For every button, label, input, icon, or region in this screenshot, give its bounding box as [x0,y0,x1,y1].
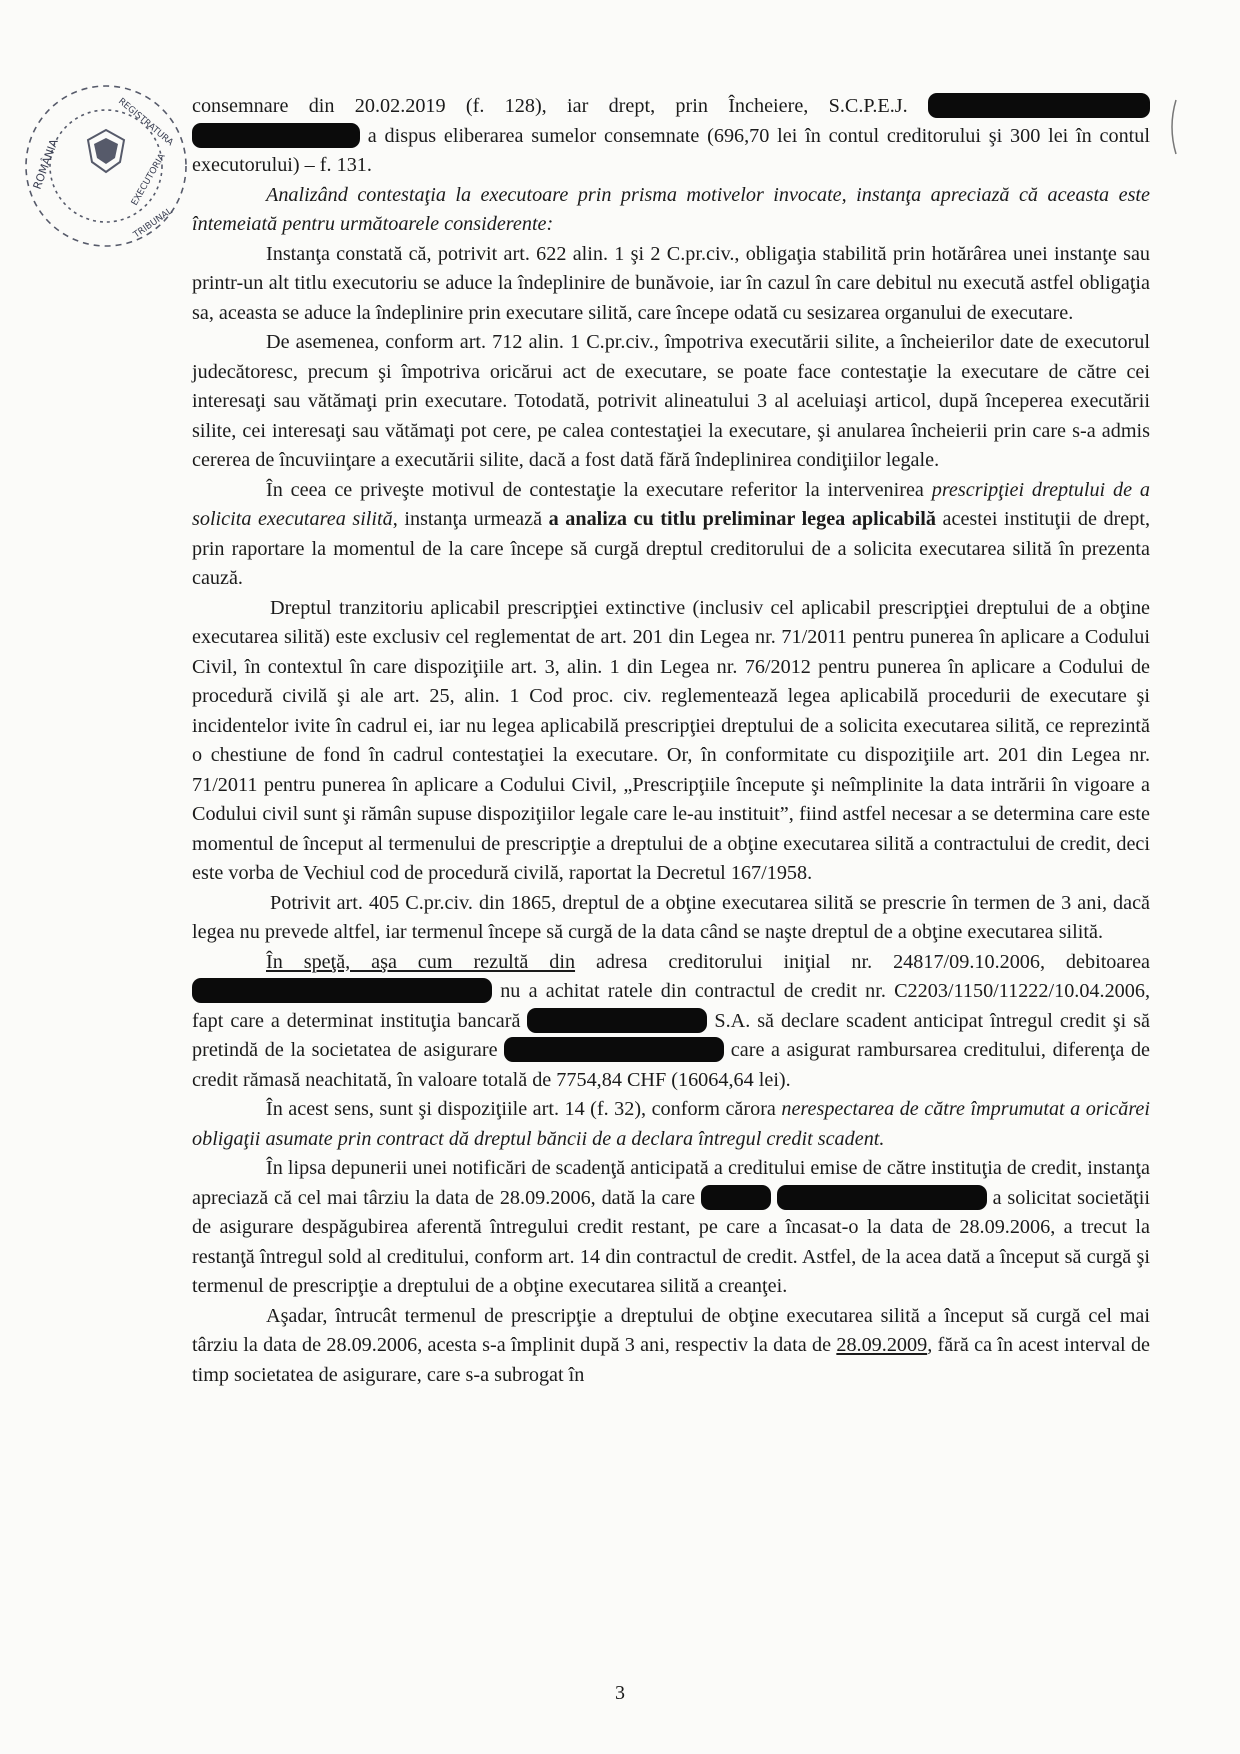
redaction-bar [701,1185,771,1210]
paragraph-6: Potrivit art. 405 C.pr.civ. din 1865, dreptul de a obţine executarea silită se prescrie în termen de 3 ani, dacă legea nu prevede altfel, iar termenul începe să curgă de la data când se naşte dreptul de a obţine executarea silită. [192,891,1150,943]
paragraph-2: Instanţa constată că, potrivit art. 622 alin. 1 şi 2 C.pr.civ., obligaţia stabilită prin hotărârea unei instanţe sau printr-un alt titlu executoriu se aduce la îndeplinire de bunăvoie, iar în cazul în care debitul nu execută astfel obligaţia sa, aceasta se aduce la îndeplinire prin executare silită, care începe odată cu sesizarea organului de executare. [192,242,1150,324]
margin-bracket-mark [1166,98,1180,156]
court-seal-icon [18,78,194,254]
redaction-bar [928,93,1150,118]
paragraph-8: În acest sens, sunt şi dispoziţiile art. 14 (f. 32), conform cărora nerespectarea de către împrumutat a oricărei obligaţii asumate prin contract dă dreptul băncii de a declara întregul credit scadent. [192,1098,1150,1150]
paragraph-5: Dreptul tranzitoriu aplicabil prescripţiei extinctive (inclusiv cel aplicabil prescripţiei dreptului de a obţine executarea silită) este exclusiv cel reglementat de art. 201 din Legea nr. 71/2011 pentru punerea în aplicare a Codului Civil, în contextul în care dispoziţiile art. 3, alin. 1 din Legea nr. 76/2012 pentru punerea în aplicare a Codului de procedură civilă şi ale art. 25, alin. 1 Cod proc. civ. reglementează legea aplicabilă procedurii de executare şi incidentelor ivite în cadrul ei, iar nu legea aplicabilă prescripţiei dreptului de a solicita executarea silită, ce reprezintă o chestiune de fond în cadrul contestaţiei la executare. Or, în conformitate cu dispoziţiile art. 201 din Legea nr. 71/2011 pentru punerea în aplicare a Codului Civil, „Prescripţiile începute şi neîmplinite la data intrării în vigoare a Codului civil sunt şi rămân supuse dispoziţiilor legale care le-au instituit”, fiind astfel necesar a se determina care este momentul de început al termenului de prescripţie a dreptului de a obţine executarea silită a contractului de credit, deci este vorba de Vechiul cod de procedură civilă, raportat la Decretul 167/1958. [192,596,1150,884]
redaction-bar [777,1185,987,1210]
judgment-text [192,92,1150,1390]
svg-text:REGISTRATURA: REGISTRATURA [116,96,175,149]
redaction-bar [527,1008,707,1033]
paragraph-4: În ceea ce priveşte motivul de contestaţie la executare referitor la intervenirea prescripţiei dreptului de a solicita executarea silită, instanţa urmează a analiza cu titlu preliminar legea aplicabilă acestei instituţii de drept, prin raportare la momentul de la care începe să curgă dreptul creditorului de a solicita executarea silită în prezenta cauză. [192,478,1150,589]
redaction-bar [192,123,360,148]
paragraph-3: De asemenea, conform art. 712 alin. 1 C.pr.civ., împotriva executării silite, a încheierilor date de executorul judecătoresc, precum şi împotriva oricărui act de executare, se poate face contestaţie la executare de către cei interesaţi sau vătămaţi prin executare. Totodată, potrivit alineatului 3 al aceluiaşi articol, după începerea executării silite, cei interesaţi sau vătămaţi pot cere, pe calea contestaţiei la executare, şi anularea încheierii prin care s-a admis cererea de încuviinţare a executării silite, dacă a fost dată fără îndeplinirea condiţiilor legale. [192,331,1150,471]
redaction-bar [192,978,492,1003]
svg-text:ROMÂNIA: ROMÂNIA [30,137,61,192]
svg-text:TRIBUNAL: TRIBUNAL [131,206,175,241]
redaction-bar [504,1037,724,1062]
paragraph-7: În speţă, aşa cum rezultă din adresa creditorului iniţial nr. 24817/09.10.2006, debitoarea nu a achitat ratele din contractul de credit nr. C2203/1150/11222/10.04.2006, fapt care a determinat instituţia bancară S.A. să declare scadent anticipat întregul credit şi să pretindă de la societatea de asigurare care a asigurat rambursarea creditului, diferenţa de credit rămasă neachitată, în valoare totală de 7754,84 CHF (16064,64 lei). [192,950,1151,1091]
paragraph-1: Analizând contestaţia la executoare prin prisma motivelor invocate, instanţa apreciază că aceasta este întemeiată pentru următoarele considerente: [192,183,1150,235]
paragraph-9: În lipsa depunerii unei notificări de scadenţă anticipată a creditului emise de către instituţia de credit, instanţa apreciază că cel mai târziu la data de 28.09.2006, dată la care a solicitat societăţii de asigurare despăgubirea aferentă întregului credit restant, pe care a încasat-o la data de 28.09.2006, a trecut la restanţă întregul sold al creditului, conform art. 14 din contractul de credit. Astfel, de la acea dată a început să curgă şi termenul de prescripţie a dreptului de a obţine executarea silită a creanţei. [192,1157,1151,1297]
paragraph-10: Aşadar, întrucât termenul de prescripţie a dreptului de obţine executarea silită a început să curgă cel mai târziu la data de 28.09.2006, acesta s-a împlinit după 3 ani, respectiv la data de 28.09.2009, fără ca în acest interval de timp societatea de asigurare, care s-a subrogat în [192,1304,1151,1386]
court-seal-stamp [18,78,194,254]
page-number: 3 [615,1682,625,1704]
svg-text:EXECUTORIA: EXECUTORIA [129,152,168,208]
paragraph-0: consemnare din 20.02.2019 (f. 128), iar drept, prin Încheiere, S.C.P.E.J. a dispus eliberarea sumelor consemnate (696,70 lei în contul creditorului şi 300 lei în contul executorului) – f. 131. [192,95,1150,176]
